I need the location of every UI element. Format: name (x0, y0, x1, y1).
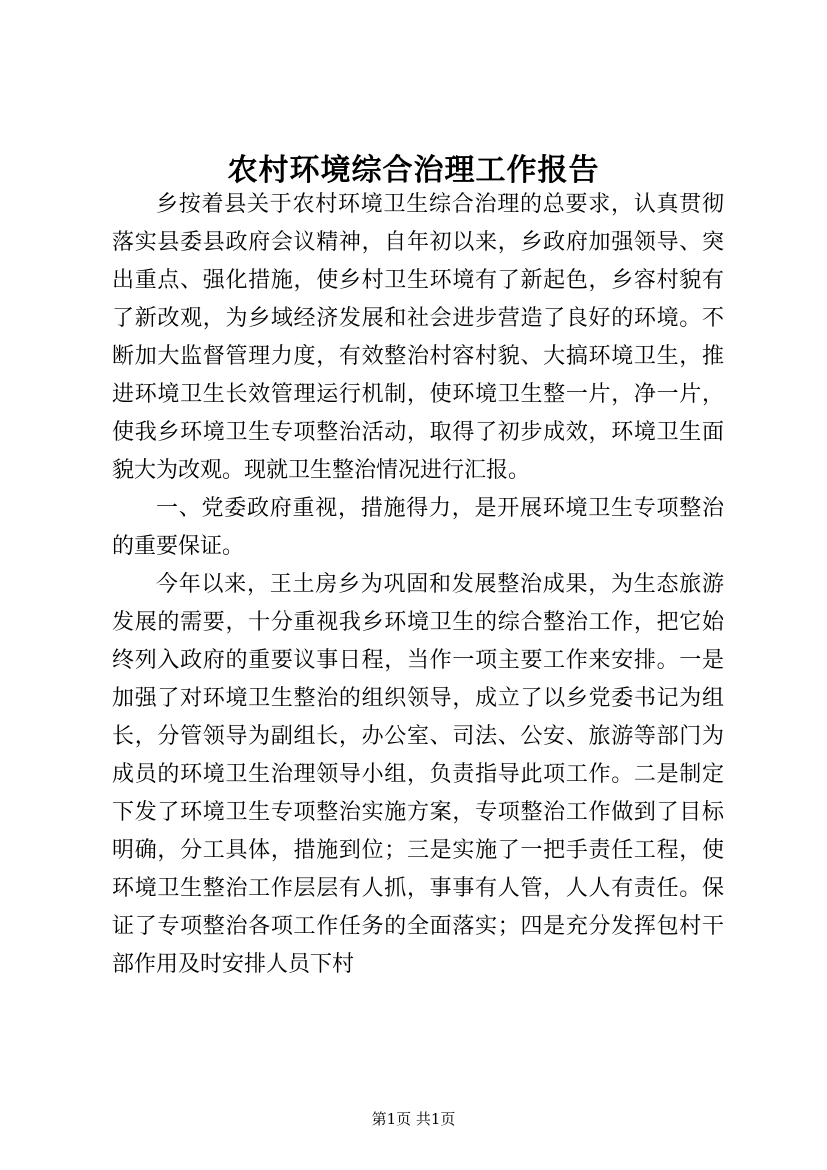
paragraph-section-heading: 一、党委政府重视，措施得力，是开展环境卫生专项整治的重要保证。 (112, 496, 724, 559)
page-number: 第1页 共1页 (371, 1110, 456, 1128)
document-title: 农村环境综合治理工作报告 (227, 153, 600, 188)
paragraph-body: 今年以来，王土房乡为巩固和发展整治成果，为生态旅游发展的需要，十分重视我乡环境卫生的综合整治工作，把它始终列入政府的重要议事日程，当作一项主要工作来安排。一是加强了对环境卫生整治的组织领导，成立了以乡党委书记为组长，分管领导为副组长，办公室、司法、公安、旅游等部门为成员的环境卫生治理领导小组，负责指导此项工作。二是制定下发了环境卫生专项整治实施方案，专项整治工作做到了目标明确，分工具体，措施到位；三是实施了一把手责任工程，使环境卫生整治工作层层有人抓，事事有人管，人人有责任。保证了专项整治各项工作任务的全面落实；四是充分发挥包村干部作用及时安排人员下村 (112, 572, 724, 977)
document-body (112, 186, 724, 984)
paragraph-intro: 乡按着县关于农村环境卫生综合治理的总要求，认真贯彻落实县委县政府会议精神，自年初以来，乡政府加强领导、突出重点、强化措施，使乡村卫生环境有了新起色，乡容村貌有了新改观，为乡域经济发展和社会进步营造了良好的环境。不断加大监督管理力度，有效整治村容村貌、大搞环境卫生，推进环境卫生长效管理运行机制，使环境卫生整一片，净一片，使我乡环境卫生专项整治活动，取得了初步成效，环境卫生面貌大为改观。现就卫生整治情况进行汇报。 (112, 192, 724, 483)
